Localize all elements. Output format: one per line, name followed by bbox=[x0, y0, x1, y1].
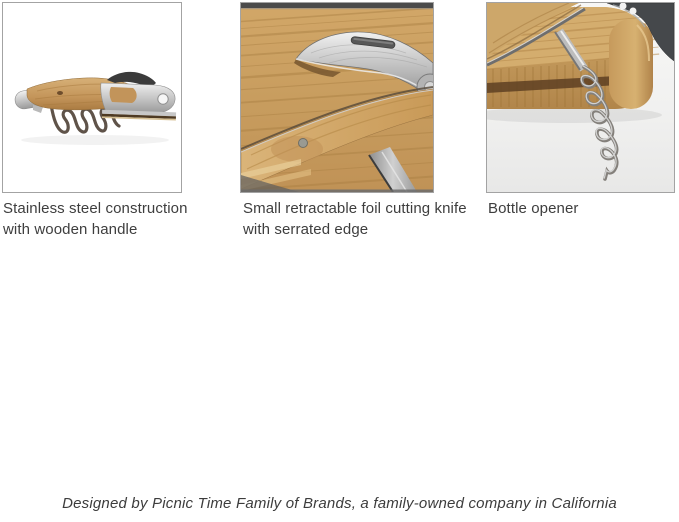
handle-rivet bbox=[299, 139, 308, 148]
caption-foil-knife bbox=[243, 198, 467, 240]
handle-nail-notch bbox=[57, 91, 63, 95]
caption-line: Bottle opener bbox=[488, 200, 579, 217]
brand-footer-text: Designed by Picnic Time Family of Brands, a family-owned company in California bbox=[62, 495, 617, 512]
board-rounded-end-post bbox=[609, 19, 653, 109]
caption-stainless-steel bbox=[3, 198, 188, 240]
foil-knife-photo bbox=[241, 3, 433, 192]
tool-shadow bbox=[21, 135, 169, 145]
product-photo-frame-3 bbox=[486, 2, 675, 193]
table-edge-strip bbox=[241, 3, 433, 8]
product-photo-frame-2 bbox=[240, 2, 434, 193]
table-edge-highlight bbox=[241, 8, 433, 9]
bottle-opener-photo bbox=[487, 3, 674, 192]
bottle-opener-notch-2 bbox=[630, 8, 637, 15]
handle-endgrain-patch bbox=[271, 136, 323, 162]
caption-line: with wooden handle bbox=[3, 221, 138, 238]
photo-bottom-edge bbox=[241, 190, 433, 193]
product-photo-frame-1 bbox=[2, 2, 182, 193]
caption-line: Stainless steel construction bbox=[3, 200, 188, 217]
caption-line: with serrated edge bbox=[243, 221, 369, 238]
corkscrew-closed-photo bbox=[3, 3, 181, 192]
caption-line: Small retractable foil cutting knife bbox=[243, 200, 467, 217]
lever-hole bbox=[158, 94, 168, 104]
caption-bottle-opener bbox=[488, 198, 579, 219]
lever-wood-cutout bbox=[110, 87, 137, 103]
